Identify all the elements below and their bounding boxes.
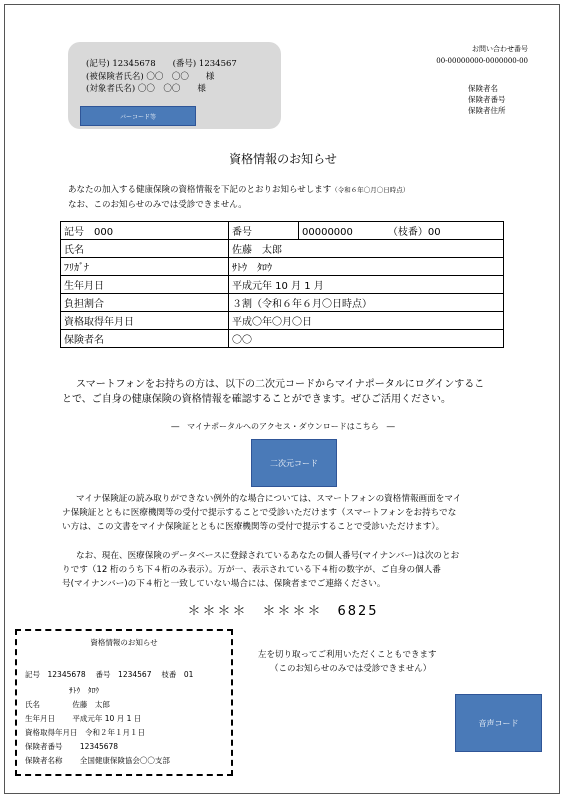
table-row	[61, 312, 504, 330]
table-row	[61, 258, 504, 276]
intro-text: あなたの加入する健康保険の資格情報を下記のとおりお知らせします	[68, 185, 332, 195]
table-row	[61, 276, 504, 294]
voice-code[interactable]: 音声コード	[455, 694, 542, 752]
address-symbol-number: (記号) 12345678 (番号) 1234567	[86, 59, 237, 69]
masked-my-number: ＊＊＊＊ ＊＊＊＊ 6825	[187, 604, 379, 619]
cutout-name: 氏名 佐藤 太郎	[25, 700, 110, 709]
exception-line-1: マイナ保険証の読み取りができない例外的な場合については、スマートフォンの資格情報画面をマイ	[76, 494, 462, 504]
row-label: 資格取得年月日	[61, 312, 229, 330]
branch-label: （枝番）	[392, 227, 428, 238]
address-target-name: (対象者氏名) 〇〇 〇〇 様	[86, 84, 206, 94]
branch-value: 00	[427, 227, 441, 238]
intro-line-2: なお、このお知らせのみでは受診できません。	[68, 200, 247, 210]
smartphone-paragraph	[62, 377, 506, 407]
intro-date-note: （令和６年〇月〇日時点）	[331, 186, 410, 194]
cutout-insurer-number: 保険者番号 12345678	[25, 742, 119, 751]
row-value: ｻﾄｳ ﾀﾛｳ	[229, 258, 504, 276]
row-label: 負担割合	[61, 294, 229, 312]
table-row	[61, 294, 504, 312]
cutout-insurer-name: 保険者名称 全国健康保険協会〇〇支部	[25, 756, 170, 765]
exception-line-2: ナ保険証とともに医療機関等の受付で提示することで受診いただけます（スマートフォンをお持ちでな	[62, 508, 457, 518]
row-label: ﾌﾘｶﾞﾅ	[61, 258, 229, 276]
address-insured-name: (被保険者氏名) 〇〇 〇〇 様	[86, 72, 215, 82]
insurer-name: 保険者名	[468, 84, 498, 93]
exception-line-3: い方は、この文書をマイナ保険証とともに医療機関等の受付で提示することで受診いただけます）。	[62, 522, 445, 532]
number-label: 番号	[229, 222, 299, 240]
mynumber-line-1: なお、現在、医療保険のデータベースに登録されているあなたの個人番号(マイナンバー)は次のとお	[76, 551, 460, 561]
row-value: 〇〇	[229, 330, 504, 348]
symbol-label: 記号	[64, 227, 84, 238]
cutout-acquired: 資格取得年月日 令和２年１月１日	[25, 728, 145, 737]
insurer-address: 保険者住所	[468, 106, 506, 115]
smartphone-line-2: とで、ご自身の健康保険の資格情報を確認することができます。ぜひご活用ください。	[62, 394, 451, 405]
contact-number: 00-00000000-0000000-00	[436, 57, 528, 65]
number-cell	[299, 222, 504, 240]
row-label: 保険者名	[61, 330, 229, 348]
page-title: 資格情報のお知らせ	[229, 152, 337, 166]
cutout-title: 資格情報のお知らせ	[90, 638, 158, 647]
symbol-value: 000	[94, 227, 114, 238]
symbol-cell	[61, 222, 229, 240]
row-value: ３割（令和６年６月〇日時点）	[229, 294, 504, 312]
cutout-card	[15, 629, 233, 776]
row-value: 平成〇年〇月〇日	[229, 312, 504, 330]
row-label: 氏名	[61, 240, 229, 258]
row-value: 佐藤 太郎	[229, 240, 504, 258]
exception-paragraph	[62, 492, 508, 534]
cut-note-line-2: （このお知らせのみでは受診できません）	[270, 664, 432, 674]
cutout-kana: ｻﾄｳ ﾀﾛｳ	[69, 686, 99, 695]
number-value: 00000000	[302, 227, 353, 238]
barcode: バーコード等	[80, 106, 196, 126]
mynumber-line-3: 号(マイナンバー)の下４桁と一致していない場合には、保険者までご連絡ください。	[62, 579, 386, 589]
address-window	[68, 42, 281, 129]
table-row	[61, 240, 504, 258]
qr-code[interactable]: 二次元コード	[251, 439, 337, 487]
mynumber-line-2: りです（12 桁のうち下４桁のみ表示）。万が一、表示されている下４桁の数字が、ご自身の個人番	[62, 565, 441, 575]
insurer-number: 保険者番号	[468, 95, 506, 104]
table-row	[61, 330, 504, 348]
cutout-birth: 生年月日 平成元年 10 月 1 日	[25, 714, 142, 723]
smartphone-line-1: スマートフォンをお持ちの方は、以下の二次元コードからマイナポータルにログインするこ	[76, 379, 485, 390]
row-label: 生年月日	[61, 276, 229, 294]
cut-note-line-1: 左を切り取ってご利用いただくこともできます	[258, 650, 437, 660]
contact-label: お問い合わせ番号	[472, 45, 528, 53]
cutout-symbol-number: 記号 12345678 番号 1234567 枝番 01	[25, 670, 194, 679]
access-heading: ― マイナポータルへのアクセス・ダウンロードはこちら ―	[171, 422, 395, 431]
mynumber-paragraph	[62, 549, 508, 591]
qualification-table	[60, 221, 504, 348]
row-value: 平成元年 10 月 1 月	[229, 276, 504, 294]
intro-line-1	[68, 183, 409, 195]
table-row	[61, 222, 504, 240]
